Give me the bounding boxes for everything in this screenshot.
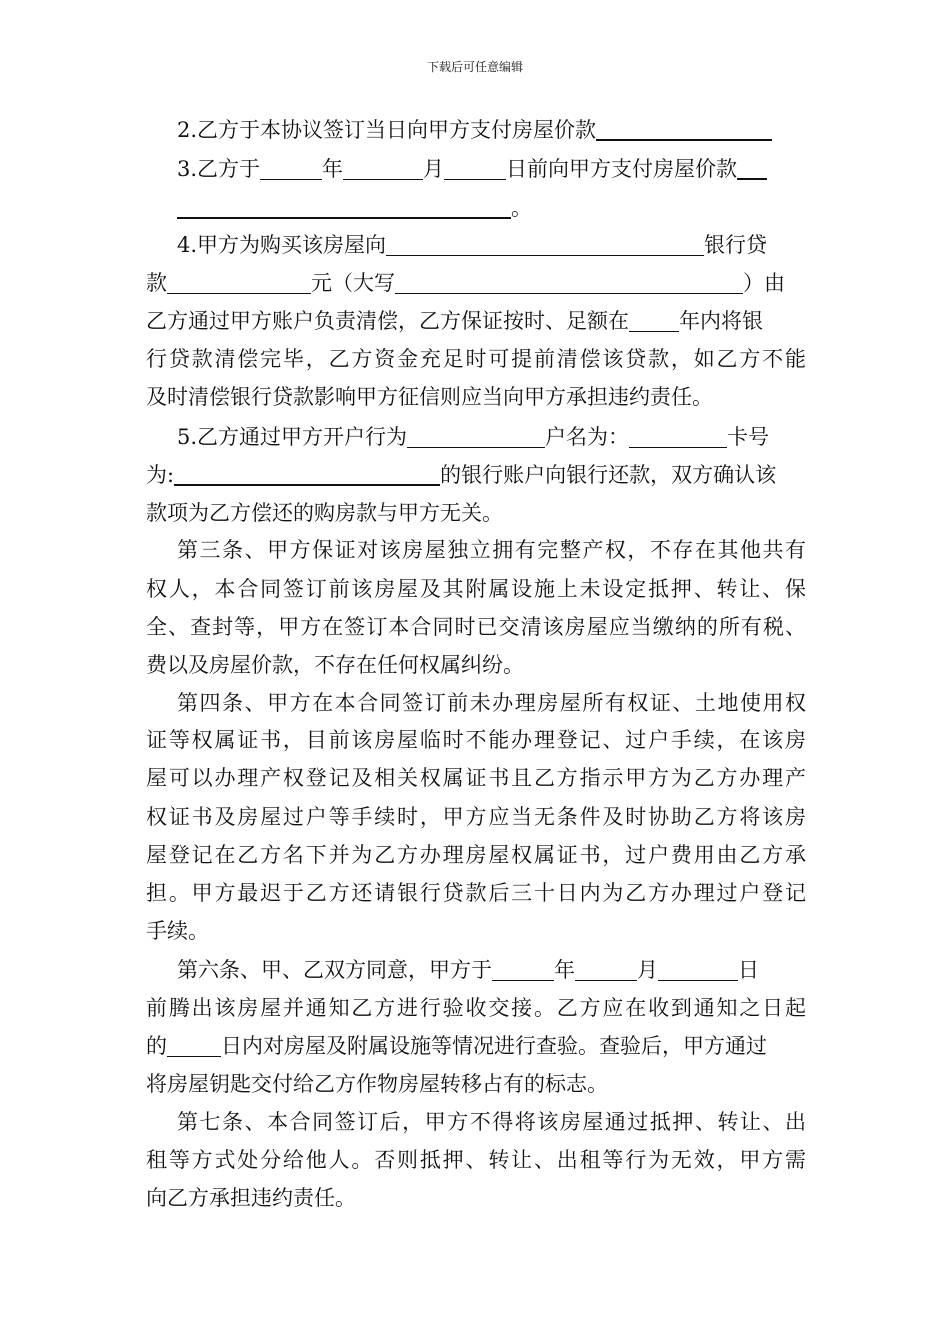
blank-line (629, 309, 679, 332)
text-line: 为: 的银行账户向银行还款，双方确认该 (146, 463, 777, 487)
blank-line (737, 156, 767, 180)
blank-line (492, 958, 554, 981)
blank-line (575, 958, 637, 981)
text-line: 将房屋钥匙交付给乙方作物房屋转移占有的标志。 (146, 1072, 608, 1096)
blank-line (343, 157, 423, 180)
text-line: 的 日内对房屋及附属设施等情况进行查验。查验后，甲方通过 (146, 1034, 767, 1058)
text-line: 费以及房屋价款，不存在任何权属纠纷。 (146, 653, 524, 677)
blank-line (167, 1034, 221, 1057)
blank-line (386, 233, 704, 256)
text-line: 屋可以办理产权登记及相关权属证书且乙方指示甲方为乙方办理产 (146, 766, 806, 790)
blank-line (167, 271, 311, 294)
blank-line (629, 425, 727, 448)
blank-line (596, 117, 772, 141)
text-line: 及时清偿银行贷款影响甲方征信则应当向甲方承担违约责任。 (146, 385, 713, 409)
blank-line (260, 157, 322, 180)
blank-line (444, 157, 506, 180)
text-line: 第四条、甲方在本合同签订前未办理房屋所有权证、土地使用权 (177, 691, 806, 715)
text-line: 款项为乙方偿还的购房款与甲方无关。 (146, 501, 503, 525)
text-line: 权人，本合同签订前该房屋及其附属设施上未设定抵押、转让、保 (146, 577, 806, 601)
page-header: 下载后可任意编辑 (426, 60, 523, 74)
blank-line (395, 271, 743, 294)
text-line: 证等权属证书，目前该房屋临时不能办理登记、过户手续，在该房 (146, 728, 806, 752)
text-line: 第六条、甲、乙双方同意，甲方于 年 月 日 (177, 958, 759, 982)
blank-line (177, 195, 511, 219)
text-line: 租等方式处分给他人。否则抵押、转让、出租等行为无效，甲方需 (146, 1148, 806, 1172)
text-line: 4.甲方为购买该房屋向 银行贷 (177, 233, 768, 257)
text-line: 第七条、本合同签订后，甲方不得将该房屋通过抵押、转让、出 (177, 1110, 806, 1134)
blank-line (658, 958, 738, 981)
text-line: 权证书及房屋过户等手续时，甲方应当无条件及时协助乙方将该房 (146, 805, 806, 829)
text-line: 2.乙方于本协议签订当日向甲方支付房屋价款 (177, 111, 806, 149)
text-line: 3.乙方于 年 月 日前向甲方支付房屋价款 (177, 150, 806, 188)
text-line: 行贷款清偿完毕，乙方资金充足时可提前清偿该贷款，如乙方不能 (146, 347, 806, 371)
text-line: 担。甲方最迟于乙方还请银行贷款后三十日内为乙方办理过户登记 (146, 881, 806, 905)
text-line: 全、查封等，甲方在签订本合同时已交清该房屋应当缴纳的所有税、 (146, 615, 806, 639)
text-line: 前腾出该房屋并通知乙方进行验收交接。乙方应在收到通知之日起 (146, 996, 806, 1020)
text-line: 第三条、甲方保证对该房屋独立拥有完整产权，不存在其他共有 (177, 538, 806, 562)
text-line: 。 (177, 189, 806, 227)
text-line: 乙方通过甲方账户负责清偿，乙方保证按时、足额在 年内将银 (146, 309, 763, 333)
text-line: 屋登记在乙方名下并为乙方办理房屋权属证书，过户费用由乙方承 (146, 843, 806, 867)
blank-line (174, 462, 440, 486)
blank-line (407, 425, 545, 448)
text-line: 款 元（大写 ）由 (146, 271, 785, 295)
text-line: 向乙方承担违约责任。 (146, 1186, 356, 1210)
text-line: 5.乙方通过甲方开户行为 户名为： 卡号 (177, 425, 770, 449)
text-line: 手续。 (146, 919, 209, 943)
